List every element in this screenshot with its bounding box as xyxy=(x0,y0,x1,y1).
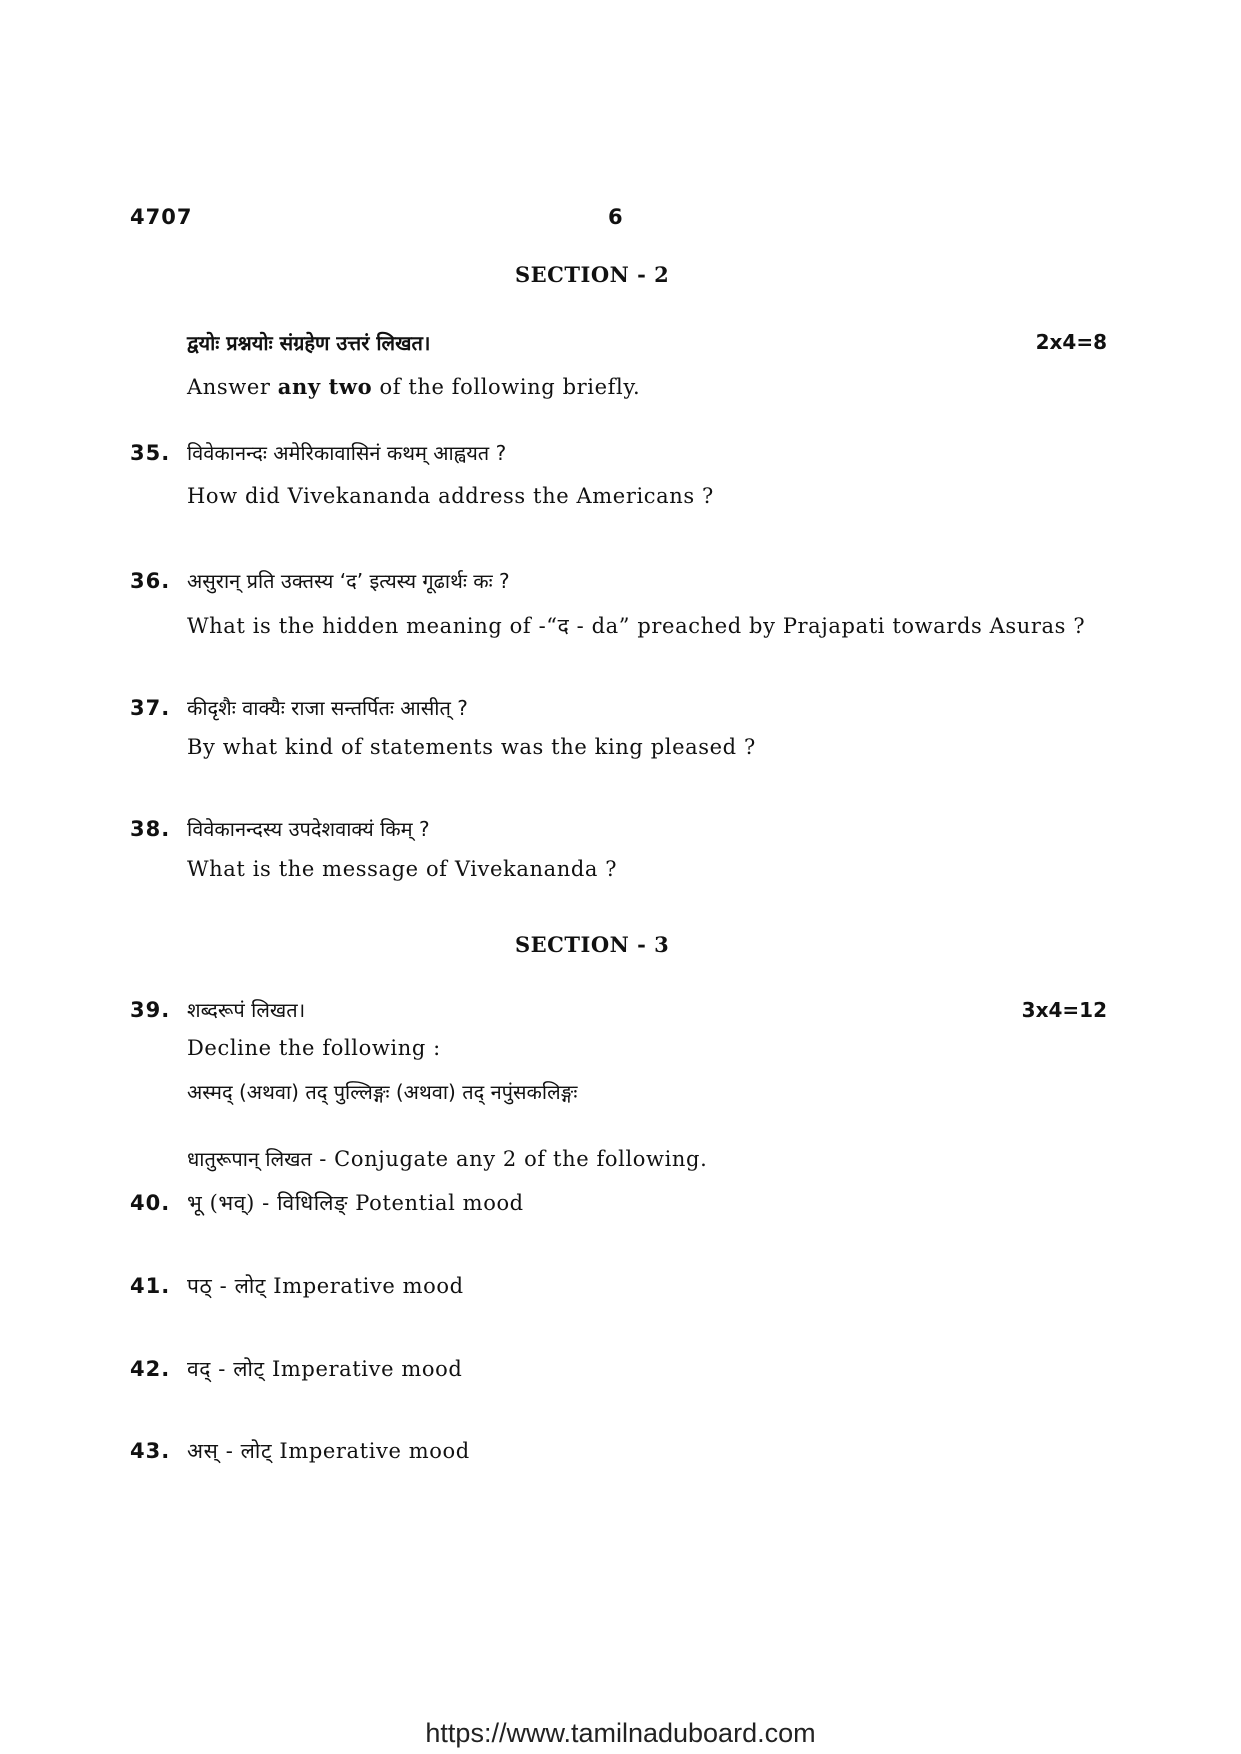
question-text: भू (भव्) - विधिलिङ् Potential mood xyxy=(187,1191,524,1215)
question-options: अस्मद् (अथवा) तद् पुल्लिङ्गः (अथवा) तद् नपुंसकलिङ्गः xyxy=(187,1080,578,1104)
question-number: 42. xyxy=(130,1357,171,1381)
section-3-marks: 3x4=12 xyxy=(1021,998,1107,1022)
question-sanskrit: शब्दरूपं लिखत। xyxy=(187,998,306,1022)
section-2-marks: 2x4=8 xyxy=(1035,330,1107,354)
question-english: By what kind of statements was the king pleased ? xyxy=(187,735,756,759)
footer-url[interactable]: https://www.tamilnaduboard.com xyxy=(425,1718,816,1748)
question-text: वद् - लोट् Imperative mood xyxy=(187,1357,463,1381)
section-3-title: SECTION - 3 xyxy=(515,932,670,957)
question-number: 40. xyxy=(130,1191,171,1215)
question-number: 35. xyxy=(130,441,171,465)
question-sanskrit: विवेकानन्दः अमेरिकावासिनं कथम् आह्वयत ? xyxy=(187,441,507,465)
question-sanskrit: असुरान् प्रति उक्तस्य ‘द’ इत्यस्य गूढार्थः कः ? xyxy=(187,569,510,593)
question-number: 36. xyxy=(130,569,171,593)
question-sanskrit: कीदृशैः वाक्यैः राजा सन्तर्पितः आसीत् ? xyxy=(187,696,468,720)
question-english: What is the message of Vivekananda ? xyxy=(187,857,618,881)
question-english: How did Vivekananda address the Americans ? xyxy=(187,484,714,508)
question-english: Decline the following : xyxy=(187,1036,441,1060)
section-2-title: SECTION - 2 xyxy=(515,262,670,287)
section-2-instruction-english: Answer any two of the following briefly. xyxy=(187,374,641,399)
question-number: 38. xyxy=(130,817,171,841)
question-number: 39. xyxy=(130,998,171,1022)
conjugate-instruction: धातुरूपान् लिखत - Conjugate any 2 of the following. xyxy=(187,1147,708,1171)
question-number: 43. xyxy=(130,1439,171,1463)
question-english: What is the hidden meaning of -“द - da” preached by Prajapati towards Asuras ? xyxy=(187,614,1086,638)
question-sanskrit: विवेकानन्दस्य उपदेशवाक्यं किम् ? xyxy=(187,817,430,841)
page-number: 6 xyxy=(608,205,624,229)
question-number: 37. xyxy=(130,696,171,720)
question-number: 41. xyxy=(130,1274,171,1298)
question-text: अस् - लोट् Imperative mood xyxy=(187,1439,470,1463)
question-text: पठ् - लोट् Imperative mood xyxy=(187,1274,464,1298)
section-2-instruction-sanskrit: द्वयोः प्रश्नयोः संग्रहेण उत्तरं लिखत। xyxy=(187,331,431,355)
paper-code: 4707 xyxy=(130,205,193,229)
